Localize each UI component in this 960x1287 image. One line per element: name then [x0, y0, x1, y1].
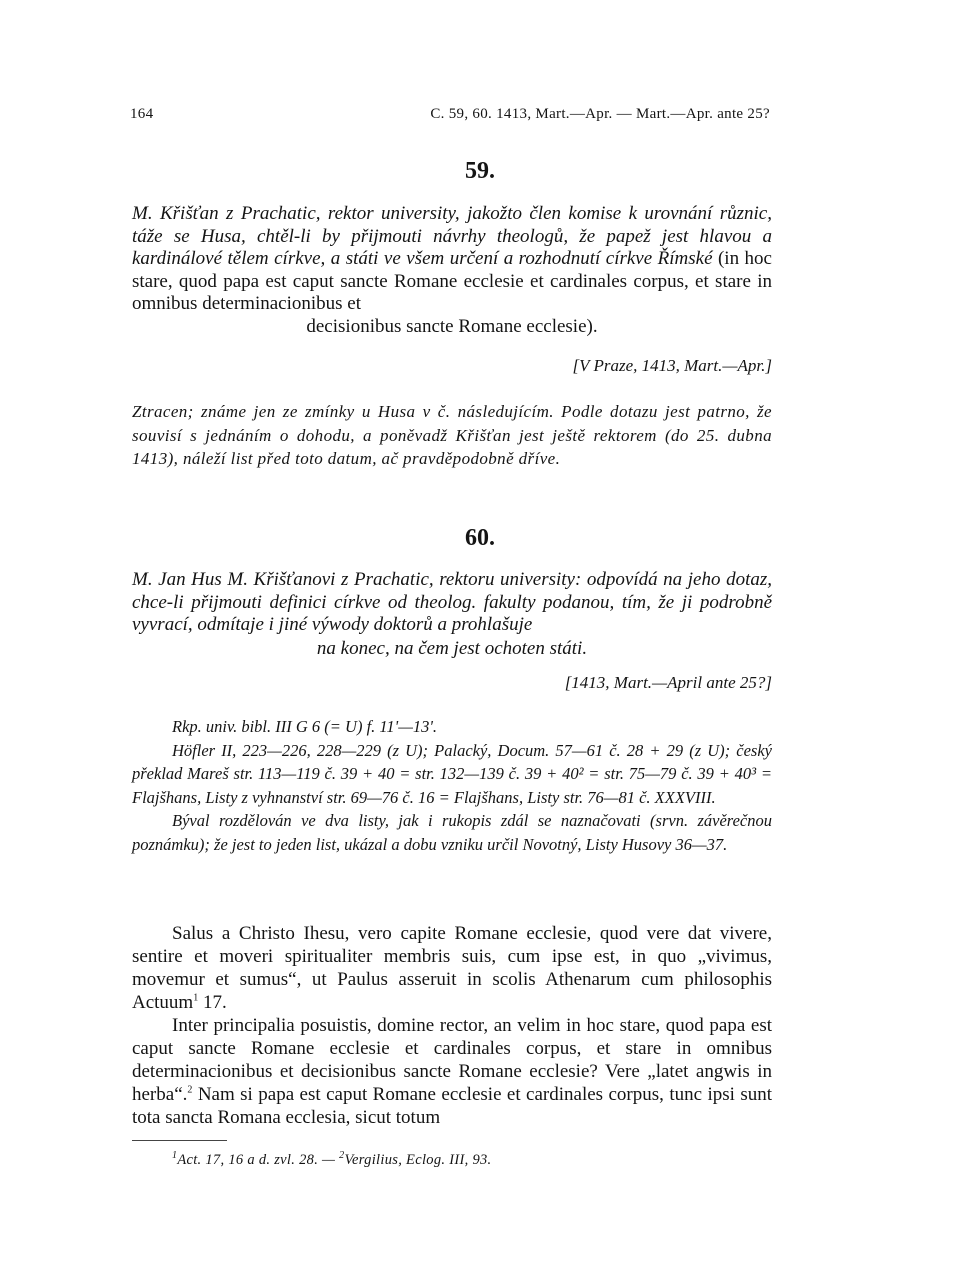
letter-60-regest-last-line: na konec, na čem jest ochoten státi. [316, 638, 588, 659]
source-manuscript: Rkp. univ. bibl. III G 6 (= U) f. 11'—13'. [172, 717, 438, 736]
letter-59-regest-czech: M. Křišťan z Prachatic, rektor university, jakožto člen komise k urovnání různic, táže se Husa, chtěl-li by přijmouti návrhy theologů, že papež jest hlavou a kardinálové tělem církve, a státi ve všem určení a rozhodnutí církve Římské [132, 203, 772, 269]
para1-text: Salus a Christo Ihesu, vero capite Romane ecclesie, quod vere dat vivere, sentire et moveri spiritualiter membris suis, cum ipse est, in quo „vivimus, movemur et sumus“, ut Paulus asseruit in scolis Athenarum cum philosophis Actuum [132, 923, 772, 1013]
running-head: C. 59, 60. 1413, Mart.—Apr. — Mart.—Apr. ante 25? [430, 106, 770, 122]
para1-end: 17. [198, 992, 227, 1013]
letter-59-regest-latin: (in hoc stare, quod papa est caput sancte Romane ecclesie et cardinales corpus, et stare in omnibus determinacionibus et [132, 248, 772, 314]
page-number: 164 [130, 106, 154, 122]
letter-59-date: [V Praze, 1413, Mart.—Apr.] [572, 356, 772, 375]
letter-60-number: 60. [465, 525, 495, 551]
latin-paragraph-2 [132, 1014, 772, 1129]
latin-text [132, 922, 772, 1129]
footnote-2-mark: 2 [339, 1150, 345, 1162]
footnote-ref-2: 2 [187, 1084, 193, 1096]
source-editions: Höfler II, 223—226, 228—229 (z U); Palacký, Docum. 57—61 č. 28 + 29 (z U); český překlad Mareš str. 113—119 č. 39 + 40 = str. 132—139 č. 39 + 40² = str. 75—79 č. 39 + 40³ = Flajšhans, Listy z vyhnanství str. 69—76 č. 16 = Flajšhans, Listy str. 76—81 č. XXXVIII. [132, 740, 772, 807]
letter-59-regest-last-line: decisionibus sancte Romane ecclesie). [306, 316, 598, 337]
letter-59-regest [132, 203, 772, 316]
footnote-2: Vergilius, Eclog. III, 93. [344, 1152, 492, 1168]
letter-59-note: Ztracen; známe jen ze zmínky u Husa v č. následujícím. Podle dotazu jest patrno, že souvisí s jednáním o dohodu, a poněvadž Křišťan jest ještě rektorem (do 25. dubna 1413), náleží list před toto datum, ač pravděpodobně dříve. [132, 402, 772, 468]
letter-60-regest: M. Jan Hus M. Křišťanovi z Prachatic, rektoru university: odpovídá na jeho dotaz, chce-li přijmouti definici církve od theolog. fakulty podanou, tím, že ji podrobně vyvrací, odmítaje i jiné výwody doktorů a prohlašuje [132, 569, 772, 635]
footnotes [172, 1152, 772, 1169]
letter-59-number: 59. [465, 158, 495, 184]
letter-60-date: [1413, Mart.—April ante 25?] [564, 673, 772, 692]
footnote-1: Act. 17, 16 a d. zvl. 28. — [177, 1152, 340, 1168]
footnote-1-mark: 1 [172, 1150, 178, 1162]
latin-paragraph-1 [132, 922, 772, 1014]
footnote-ref-1: 1 [193, 992, 199, 1004]
source-note: Býval rozdělován ve dva listy, jak i rukopis zdál se naznačovati (srvn. závěrečnou poznámku); že jest to jeden list, ukázal a dobu vzniku určil Novotný, Listy Husovy 36—37. [132, 811, 772, 854]
para2-text-b: Nam si papa est caput Romane ecclesie et cardinales corpus, tunc ipsi sunt tota sancta Romana ecclesia, sicut totum [132, 1084, 772, 1128]
para2-text-a: Inter principalia posuistis, domine rector, an velim in hoc stare, quod papa est caput sancte Romane ecclesie et cardinales corpus, et stare in omnibus determinacionibus et decisionibus sancte Romane ecclesie? Vere „latet angwis in herba“. [132, 1015, 772, 1105]
letter-60-sources [132, 715, 772, 856]
footnote-divider [132, 1140, 227, 1141]
